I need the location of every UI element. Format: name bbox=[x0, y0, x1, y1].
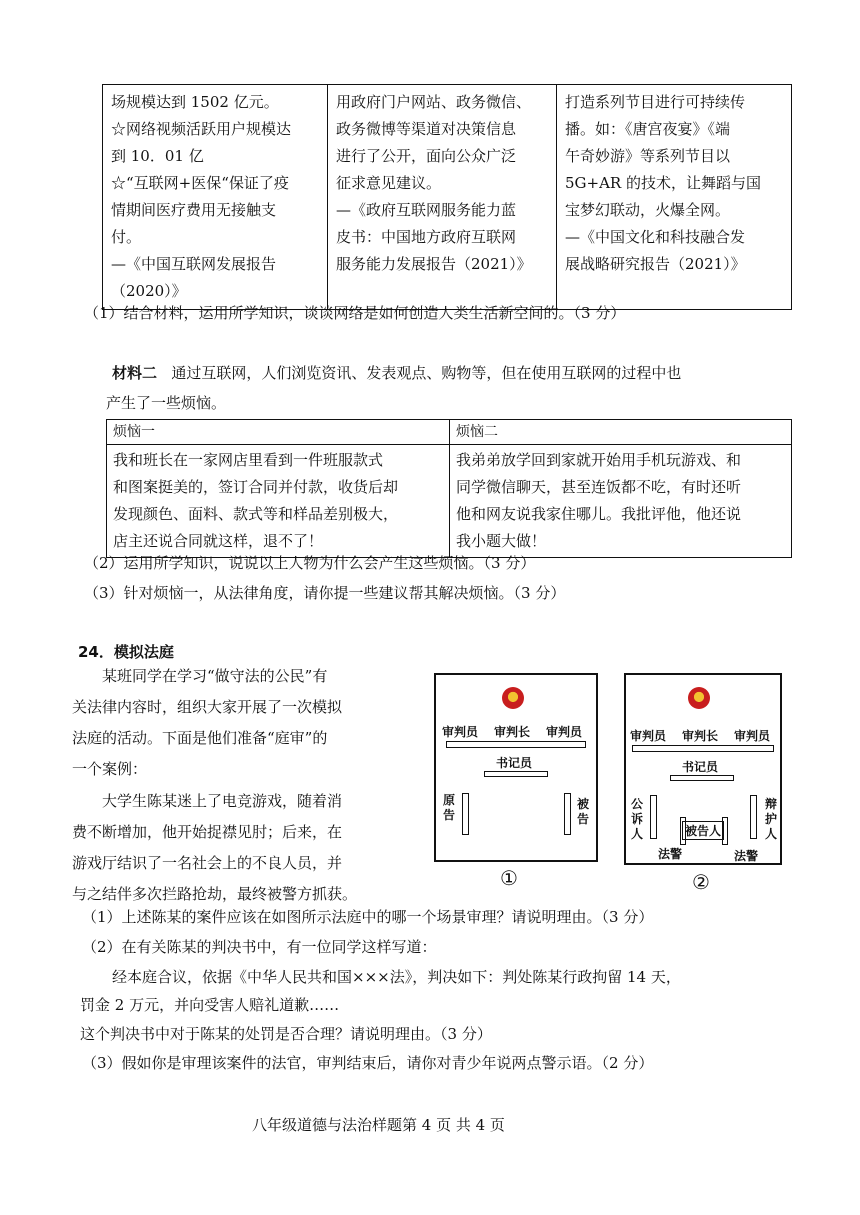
court2-judge-left: 审判员 bbox=[630, 729, 667, 743]
court1-number: ① bbox=[500, 866, 518, 890]
section-24-question-1: （1）上述陈某的案件应该在如图所示法庭中的哪一个场景审理？请说明理由。（3 分） bbox=[82, 908, 654, 926]
court1-judge-right: 审判员 bbox=[546, 725, 583, 739]
material2-text-1: 通过互联网，人们浏览资讯、发表观点、购物等，但在使用互联网的过程中也 bbox=[171, 364, 682, 382]
court1-defendant-desk bbox=[564, 793, 571, 835]
verdict-line-2: 罚金 2 万元，并向受害人赔礼道歉…… bbox=[80, 996, 340, 1014]
court2-prosecutor: 公诉人 bbox=[630, 797, 643, 841]
court1-judge-left: 审判员 bbox=[442, 725, 479, 739]
section-24-question-2: （2）在有关陈某的判决书中，有一位同学这样写道： bbox=[82, 938, 437, 956]
national-emblem-icon bbox=[688, 687, 710, 709]
court2-judge-right: 审判员 bbox=[734, 729, 771, 743]
verdict-line-1: 经本庭合议，依据《中华人民共和国×××法》，判决如下：判处陈某行政拘留 14 天， bbox=[112, 968, 681, 986]
court2-police-left: 法警 bbox=[658, 847, 683, 861]
question-2: （2）运用所学知识，说说以上人物为什么会产生这些烦恼。（3 分） bbox=[84, 554, 536, 572]
trouble1-text: 我和班长在一家网店里看到一件班服款式 和图案挺美的，签订合同并付款，收货后却 发现颜色、面料、款式等和样品差别极大， 店主还说合同就这样，退不了！ bbox=[107, 445, 450, 558]
material2-text-2: 产生了一些烦恼。 bbox=[106, 394, 227, 412]
section-24-case: 大学生陈某迷上了电竞游戏，随着消 费不断增加，他开始捉襟见肘；后来，在 游戏厅结识了一名社会上的不良人员，并 与之结伴多次拦路抢劫，最终被警方抓获。 bbox=[72, 792, 358, 903]
court1-judge-bench bbox=[446, 741, 586, 748]
court2-defense-attorney: 辩护人 bbox=[764, 797, 777, 841]
court2-clerk-desk bbox=[670, 775, 734, 781]
court1-plaintiff-desk bbox=[462, 793, 469, 835]
court1-clerk-desk bbox=[484, 771, 548, 777]
court2-number: ② bbox=[692, 870, 710, 894]
court2-judge-bench bbox=[632, 745, 774, 752]
question-1: （1）结合材料，运用所学知识，谈谈网络是如何创造人类生活新空间的。（3 分） bbox=[84, 304, 626, 322]
court-diagram-1 bbox=[434, 673, 598, 862]
court-diagram-2 bbox=[624, 673, 782, 865]
material1-col3: 打造系列节目进行可持续传 播。如：《唐宫夜宴》《端 午奇妙游》等系列节目以 5G+AR 的技术，让舞蹈与国 宝梦幻联动，火爆全网。 —《中国文化和科技融合发 展战略研究报告（2021）》 bbox=[557, 85, 792, 310]
section-24-question-3: （3）假如你是审理该案件的法官，审判结束后，请你对青少年说两点警示语。（2 分） bbox=[82, 1054, 654, 1072]
trouble2-text: 我弟弟放学回到家就开始用手机玩游戏、和 同学微信聊天，甚至连饭都不吃，有时还听 他和网友说我家住哪儿。我批评他，他还说 我小题大做！ bbox=[450, 445, 792, 558]
material2-table bbox=[106, 419, 792, 558]
section-24-question-2-tail: 这个判决书中对于陈某的处罚是否合理？请说明理由。（3 分） bbox=[80, 1025, 492, 1043]
court2-clerk: 书记员 bbox=[682, 760, 719, 774]
trouble1-title: 烦恼一 bbox=[107, 420, 450, 445]
material2-intro bbox=[112, 362, 681, 384]
court2-police-right: 法警 bbox=[734, 849, 759, 863]
court2-presiding-judge: 审判长 bbox=[682, 729, 719, 743]
material2-label: 材料二 bbox=[112, 364, 158, 382]
page-footer: 八年级道德与法治样题第 4 页 共 4 页 bbox=[252, 1116, 505, 1134]
national-emblem-icon bbox=[502, 687, 524, 709]
court1-plaintiff: 原告 bbox=[442, 793, 455, 822]
court2-defendant: 被告人 bbox=[682, 821, 724, 840]
court2-defense-desk bbox=[750, 795, 757, 839]
court2-prosecutor-desk bbox=[650, 795, 657, 839]
court1-presiding-judge: 审判长 bbox=[494, 725, 531, 739]
material1-col2: 用政府门户网站、政务微信、 政务微博等渠道对决策信息 进行了公开，面向公众广泛 征求意见建议。 —《政府互联网服务能力蓝 皮书：中国地方政府互联网 服务能力发展报告（2021）》 bbox=[328, 85, 557, 310]
section-24-intro: 某班同学在学习“做守法的公民”有 关法律内容时，组织大家开展了一次模拟 法庭的活动。下面是他们准备“庭审”的 一个案例： bbox=[72, 667, 343, 778]
trouble2-title: 烦恼二 bbox=[450, 420, 792, 445]
material1-table bbox=[102, 84, 792, 310]
section-24-title: 24．模拟法庭 bbox=[78, 643, 174, 661]
court1-defendant: 被告 bbox=[576, 797, 589, 826]
court1-clerk: 书记员 bbox=[496, 756, 533, 770]
question-3: （3）针对烦恼一，从法律角度，请你提一些建议帮其解决烦恼。（3 分） bbox=[84, 584, 566, 602]
material1-col1: 场规模达到 1502 亿元。 ☆网络视频活跃用户规模达 到 10．01 亿 ☆“互联网+医保“保证了疫 情期间医疗费用无接触支 付。 —《中国互联网发展报告 （2020）》 bbox=[103, 85, 328, 310]
